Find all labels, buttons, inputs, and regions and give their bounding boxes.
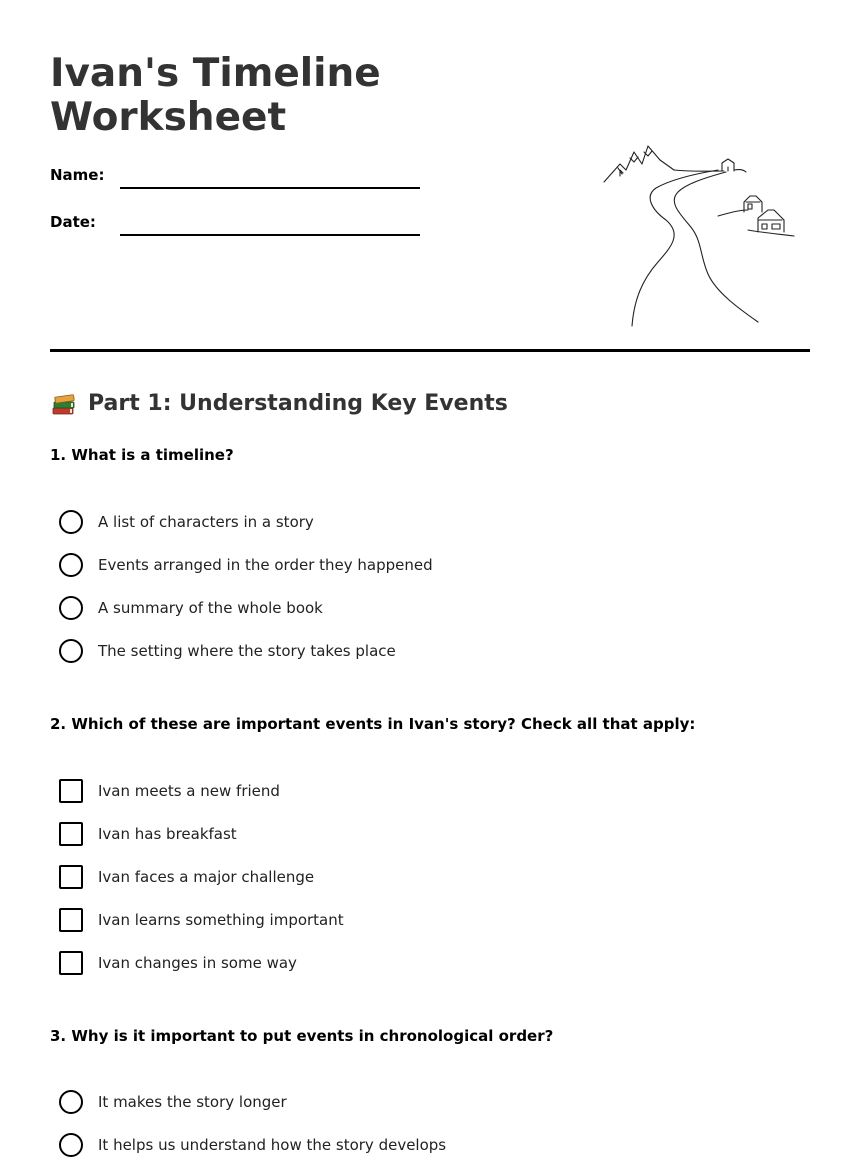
option-label: It helps us understand how the story develops bbox=[98, 1136, 447, 1154]
option-label: A summary of the whole book bbox=[98, 599, 323, 617]
option-label: It makes the story longer bbox=[98, 1093, 287, 1111]
option-row[interactable] bbox=[59, 595, 323, 621]
question-3: 3. Why is it important to put events in chronological order? bbox=[50, 1027, 554, 1045]
option-row[interactable] bbox=[59, 1132, 446, 1158]
checkbox[interactable] bbox=[59, 865, 83, 889]
option-row[interactable] bbox=[59, 864, 314, 890]
radio-button[interactable] bbox=[59, 510, 83, 534]
question-1: 1. What is a timeline? bbox=[50, 446, 234, 464]
option-label: A list of characters in a story bbox=[98, 513, 314, 531]
title-line-1: Ivan's Timeline bbox=[50, 51, 381, 96]
checkbox[interactable] bbox=[59, 951, 83, 975]
option-label: Ivan learns something important bbox=[98, 911, 344, 929]
option-row[interactable] bbox=[59, 950, 297, 976]
worksheet-title bbox=[50, 52, 381, 140]
option-row[interactable] bbox=[59, 907, 344, 933]
checkbox[interactable] bbox=[59, 779, 83, 803]
part-1-title-text: Part 1: Understanding Key Events bbox=[88, 391, 508, 416]
option-row[interactable] bbox=[59, 1089, 287, 1115]
date-label: Date: bbox=[50, 213, 96, 231]
name-field[interactable] bbox=[120, 187, 420, 189]
part-1-title bbox=[50, 390, 508, 418]
header-divider bbox=[50, 349, 810, 352]
radio-button[interactable] bbox=[59, 1133, 83, 1157]
radio-button[interactable] bbox=[59, 639, 83, 663]
option-row[interactable] bbox=[59, 821, 237, 847]
radio-button[interactable] bbox=[59, 553, 83, 577]
option-label: The setting where the story takes place bbox=[98, 642, 396, 660]
option-row[interactable] bbox=[59, 509, 314, 535]
checkbox[interactable] bbox=[59, 908, 83, 932]
option-label: Ivan meets a new friend bbox=[98, 782, 280, 800]
title-line-2: Worksheet bbox=[50, 95, 287, 140]
radio-button[interactable] bbox=[59, 1090, 83, 1114]
question-2: 2. Which of these are important events in Ivan's story? Check all that apply: bbox=[50, 715, 696, 733]
road-landscape-illustration bbox=[598, 140, 803, 332]
books-icon bbox=[50, 390, 78, 418]
option-row[interactable] bbox=[59, 778, 280, 804]
option-row[interactable] bbox=[59, 552, 433, 578]
option-label: Events arranged in the order they happened bbox=[98, 556, 433, 574]
option-label: Ivan faces a major challenge bbox=[98, 868, 315, 886]
option-label: Ivan changes in some way bbox=[98, 954, 297, 972]
radio-button[interactable] bbox=[59, 596, 83, 620]
option-row[interactable] bbox=[59, 638, 396, 664]
name-label: Name: bbox=[50, 166, 105, 184]
date-field[interactable] bbox=[120, 234, 420, 236]
checkbox[interactable] bbox=[59, 822, 83, 846]
option-label: Ivan has breakfast bbox=[98, 825, 237, 843]
